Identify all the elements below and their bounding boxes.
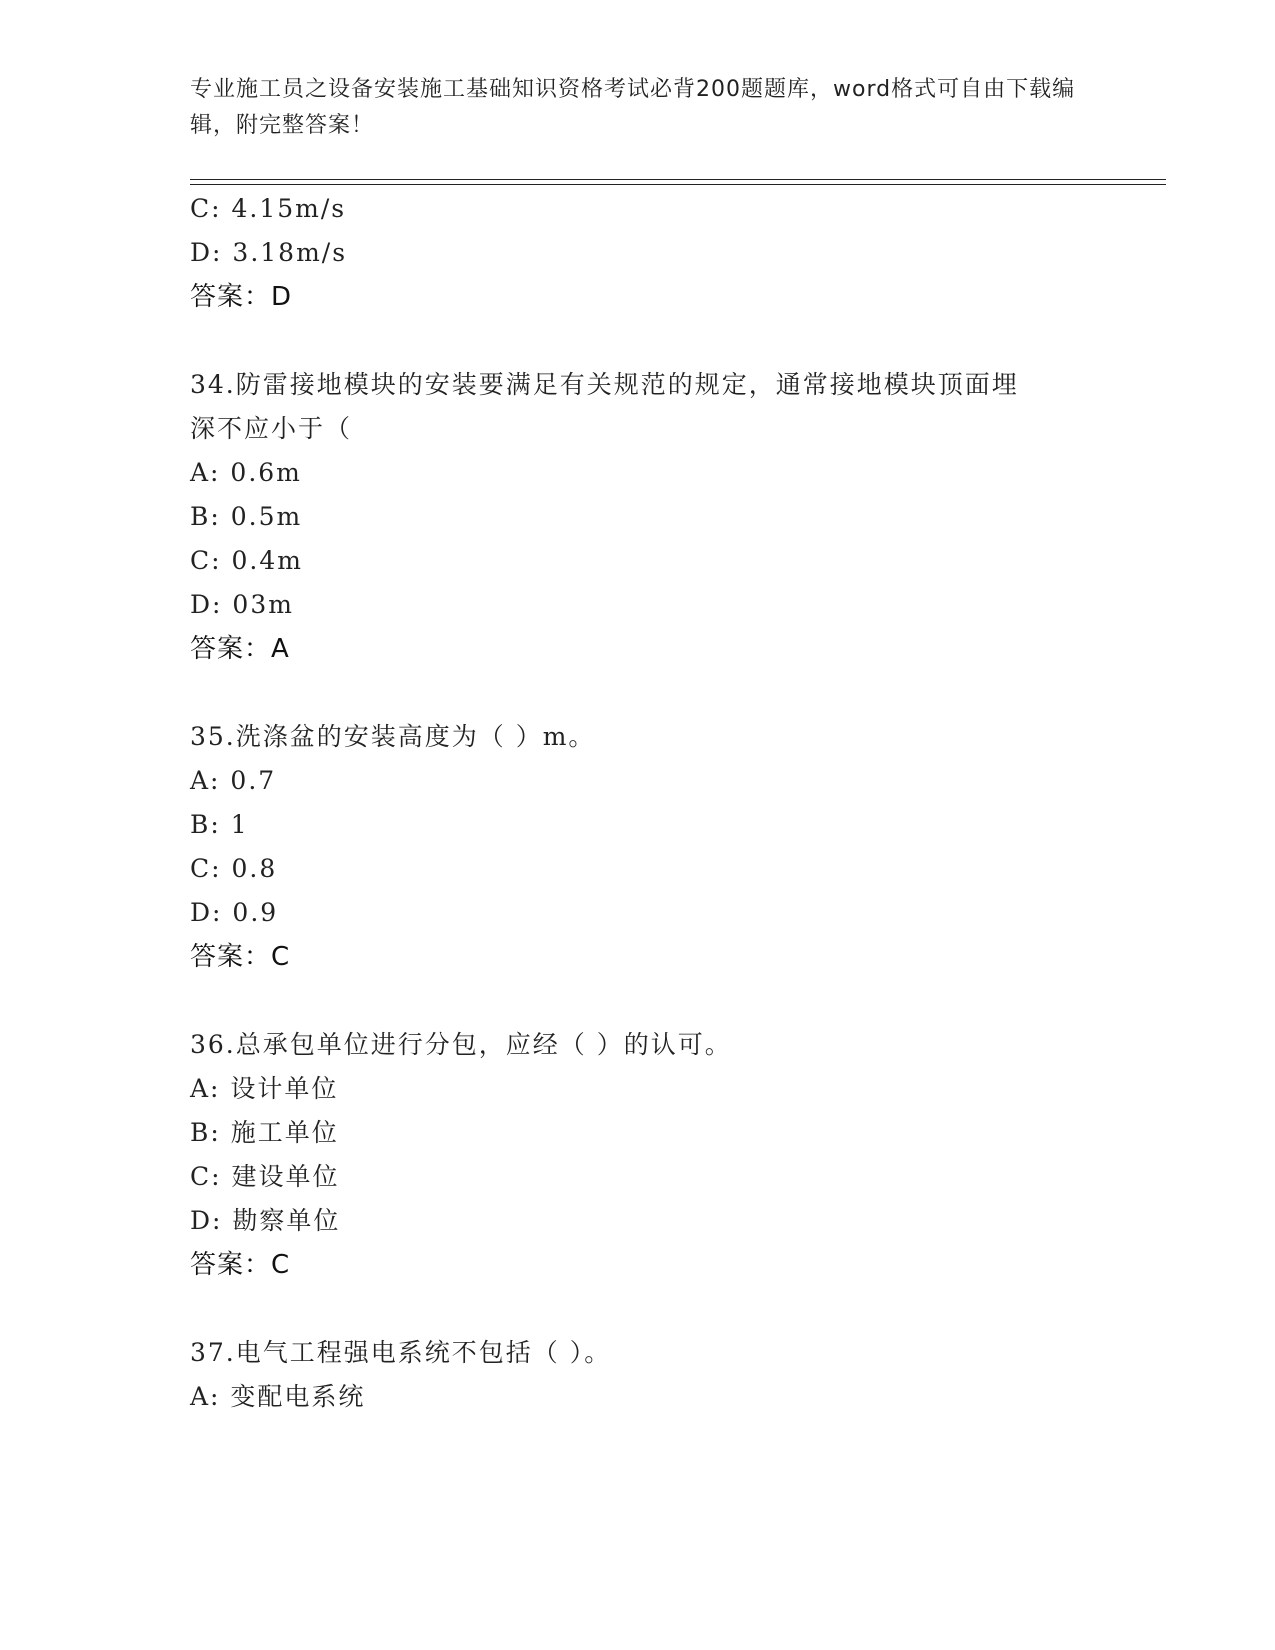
q34-option-d: D: 03m bbox=[190, 590, 294, 619]
q36-option-b: B: 施工单位 bbox=[190, 1118, 339, 1147]
q34-option-b: B: 0.5m bbox=[190, 502, 303, 531]
q36-stem: 36.总承包单位进行分包，应经（ ）的认可。 bbox=[190, 1030, 732, 1059]
q36-option-d: D: 勘察单位 bbox=[190, 1206, 341, 1235]
header-divider-bottom bbox=[190, 184, 1166, 185]
q33-option-d: D: 3.18m/s bbox=[190, 238, 348, 267]
q35-option-b: B: 1 bbox=[190, 810, 249, 839]
q35-option-c: C: 0.8 bbox=[190, 854, 278, 883]
document-title: 专业施工员之设备安装施工基础知识资格考试必背200题题库，word格式可自由下载编辑，附完整答案！ bbox=[190, 77, 1076, 138]
q35-option-a: A: 0.7 bbox=[190, 766, 277, 795]
q34-answer: 答案：A bbox=[190, 634, 290, 664]
q35-option-d: D: 0.9 bbox=[190, 898, 279, 927]
q36-option-a: A: 设计单位 bbox=[190, 1074, 339, 1103]
q35-answer: 答案：C bbox=[190, 942, 291, 972]
q34-option-c: C: 0.4m bbox=[190, 546, 303, 575]
q34-stem-line1: 34.防雷接地模块的安装要满足有关规范的规定，通常接地模块顶面埋 bbox=[190, 370, 1019, 399]
q35-stem: 35.洗涤盆的安装高度为（ ）m。 bbox=[190, 722, 596, 751]
q34-stem-line2: 深不应小于（ bbox=[190, 414, 353, 443]
q33-option-c: C: 4.15m/s bbox=[190, 194, 347, 223]
header-divider-top bbox=[190, 179, 1166, 180]
q36-answer: 答案：C bbox=[190, 1250, 291, 1280]
q37-option-a: A: 变配电系统 bbox=[190, 1382, 366, 1411]
q34-option-a: A: 0.6m bbox=[190, 458, 302, 487]
q37-stem: 37.电气工程强电系统不包括（ ）。 bbox=[190, 1338, 612, 1367]
q33-answer: 答案：D bbox=[190, 282, 293, 312]
q36-option-c: C: 建设单位 bbox=[190, 1162, 340, 1191]
